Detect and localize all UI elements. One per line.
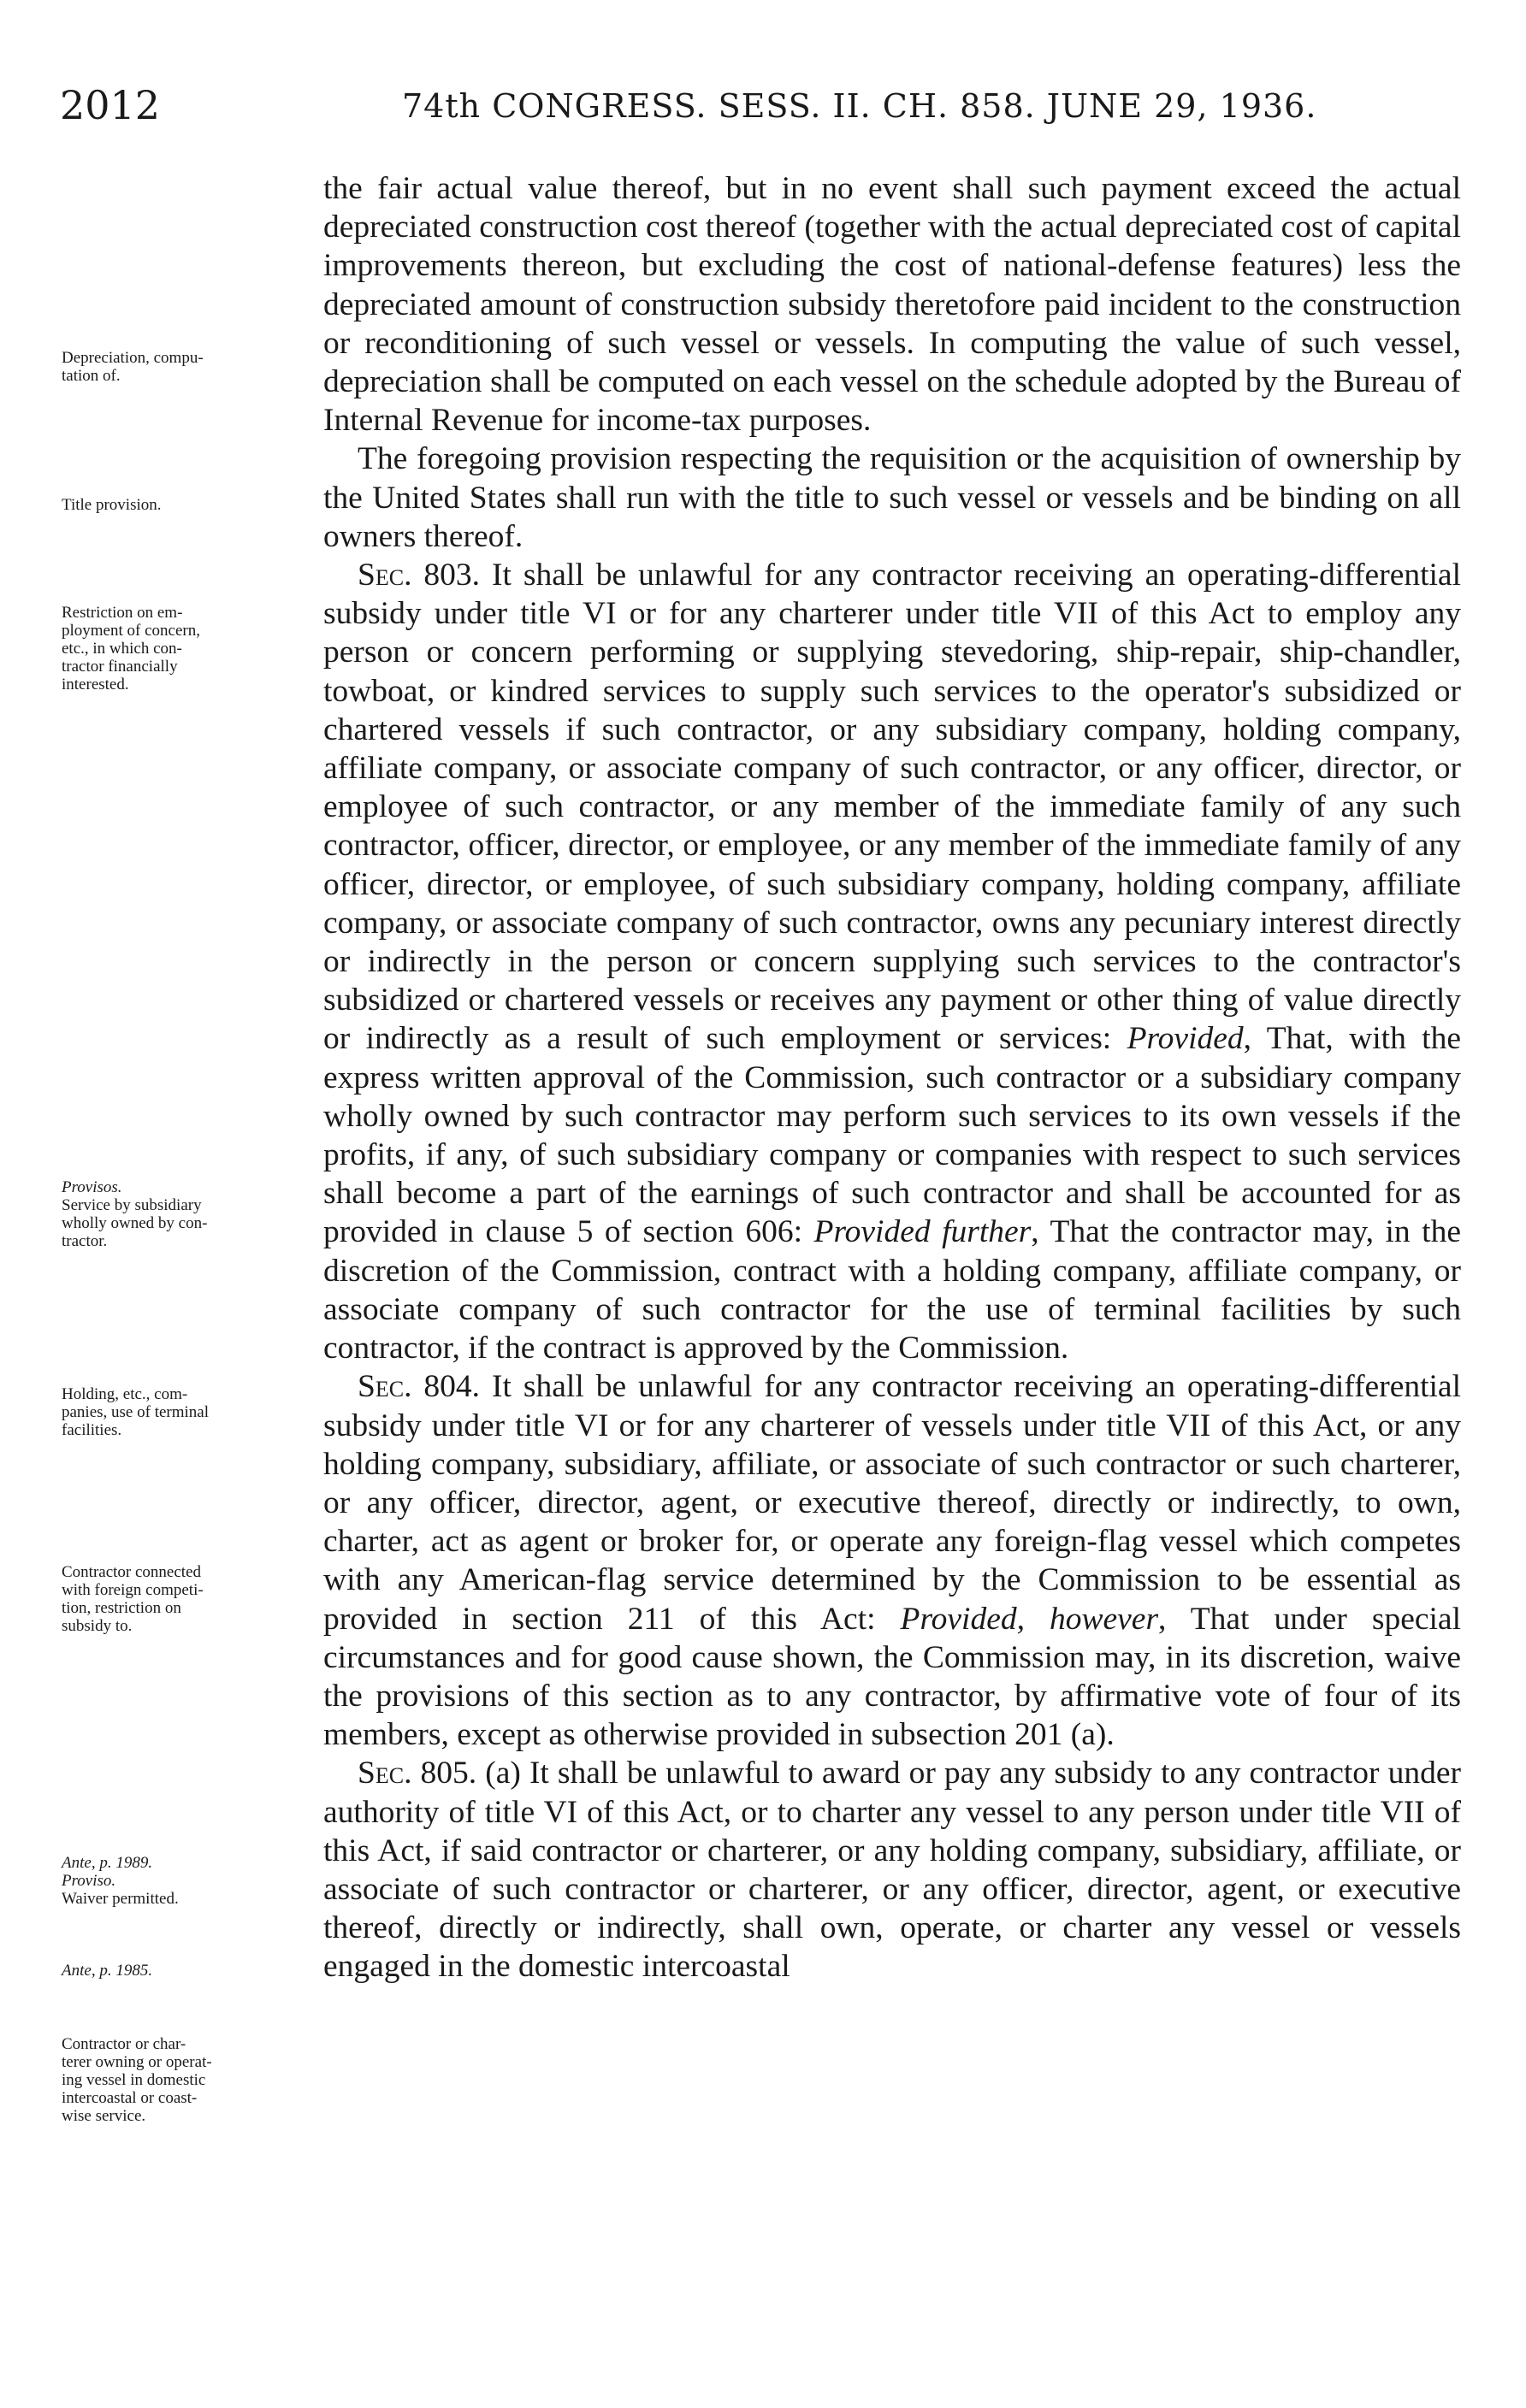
section-text: , That the contractor may, in the discretion of the Commission, contract with a holding company, affiliate company, or associate company of such contractor for the use of terminal facilities by such contractor, if the contract is approved by the Commission. xyxy=(323,1214,1461,1366)
paragraph-title-provision: The foregoing provision respecting the requisition or the acquisition of ownership by the United States shall run with the title to such vessel or vessels and be binding on all owners thereof. xyxy=(323,441,1461,554)
margin-note-heading: Provisos. xyxy=(62,1178,122,1196)
margin-note-line: Contractor or char- xyxy=(62,2035,186,2053)
proviso-term: Provided, however xyxy=(900,1601,1159,1637)
proviso-term: Provided xyxy=(1127,1021,1244,1057)
paragraph-depreciation: the fair actual value thereof, but in no event shall such payment exceed the actual depreciated construction cost thereof (together with the actual depreciated cost of capital improvements thereon, but excluding the cost of national-defense features) less the depreciated amount of construction subsidy theretofore paid incident to the construction or reconditioning of such vessel or vessels. In computing the value of such vessel, depreciation shall be computed on each vessel on the schedule adopted by the Bureau of Internal Revenue for income-tax purposes. xyxy=(323,171,1461,439)
margin-note-ref: Ante, p. 1985. xyxy=(62,1962,153,1980)
page-number: 2012 xyxy=(60,82,161,128)
section-label: Sec. 803. xyxy=(358,558,481,593)
margin-note-contractor-charterer xyxy=(62,2035,310,2125)
margin-note-line: facilities. xyxy=(62,1421,122,1439)
margin-note-line: tractor. xyxy=(62,1232,108,1250)
margin-note-line: terer owning or operat- xyxy=(62,2053,212,2071)
margin-note-line: Service by subsidiary xyxy=(62,1196,202,1214)
margin-note-line: wise service. xyxy=(62,2107,146,2125)
margin-note-ref: Ante, p. 1989. xyxy=(62,1854,153,1872)
section-text: It shall be unlawful for any contractor receiving an operating-differential subsidy under title VI or for any charterer of vessels under title VII of this Act, or any holding company, subsidiary, affiliate, or associate of such contractor or such charterer, or any officer, director, agent, or executive thereof, directly or indirectly, to own, charter, act as agent or broker for, or operate any foreign-flag vessel which competes with any American-flag service determined by the Commission to be essential as provided in section 211 of this Act: xyxy=(323,1369,1461,1637)
proviso-term: Provided further xyxy=(813,1214,1032,1250)
margin-note-line: Title provision. xyxy=(62,496,162,514)
section-label: Sec. 804. xyxy=(358,1369,481,1405)
margin-note-title-provision xyxy=(62,496,310,514)
congress-number: 74th xyxy=(402,87,482,125)
margin-note-ante-1989 xyxy=(62,1854,310,1908)
margin-note-line: tion, restriction on xyxy=(62,1599,181,1617)
section-text: , That under special circumstances and for good cause shown, the Commission may, in its discretion, waive the provisions of this section as to any contractor, by affirmative vote of four of its members, except as otherwise provided in subsection 201 (a). xyxy=(323,1601,1461,1753)
margin-note-line: panies, use of terminal xyxy=(62,1403,210,1421)
margin-note-line: etc., in which con- xyxy=(62,640,182,658)
margin-note-line: tation of. xyxy=(62,367,121,385)
running-head xyxy=(402,87,1316,125)
section-803 xyxy=(323,556,1461,1367)
section-label: Sec. 805. xyxy=(358,1756,477,1791)
margin-note-heading: Proviso. xyxy=(62,1872,116,1890)
margin-note-restriction xyxy=(62,604,310,693)
margin-note-line: Contractor connected xyxy=(62,1563,202,1581)
margin-note-depreciation xyxy=(62,349,310,385)
margin-note-line: ployment of concern, xyxy=(62,622,200,640)
section-805 xyxy=(323,1754,1461,1986)
margin-note-line: tractor financially xyxy=(62,658,178,676)
margin-note-line: interested. xyxy=(62,676,129,693)
margin-note-line: intercoastal or coast- xyxy=(62,2089,198,2107)
margin-note-contractor-connected xyxy=(62,1563,310,1635)
margin-note-ante-1985 xyxy=(62,1962,310,1980)
margin-note-line: ing vessel in domestic xyxy=(62,2071,206,2089)
section-text: (a) It shall be unlawful to award or pay any subsidy to any contractor under authority of title VI of this Act, or to charter any vessel to any person under title VII of this Act, if said contractor or charterer, or any holding company, subsidiary, affiliate, or associate of such contractor or charterer, or any officer, director, agent, or executive thereof, directly or indirectly, shall own, operate, or charter any vessel or vessels engaged in the domestic intercoastal xyxy=(323,1756,1461,1985)
margin-note-line: Waiver permitted. xyxy=(62,1890,179,1908)
section-804 xyxy=(323,1367,1461,1754)
section-text: , That, with the express written approval of the Commission, such contractor or a subsidiary company wholly owned by such contractor may perform such services to its own vessels if the profits, if any, of such subsidiary company or companies with respect to such services shall become a part of the earnings of such contractor and shall be accounted for as provided in clause 5 of section 606: xyxy=(323,1021,1461,1250)
margin-note-line: wholly owned by con- xyxy=(62,1214,208,1232)
margin-note-line: Restriction on em- xyxy=(62,604,183,622)
margin-note-provisos xyxy=(62,1178,310,1250)
margin-note-line: with foreign competi- xyxy=(62,1581,204,1599)
running-head-text: CONGRESS. SESS. II. CH. 858. JUNE 29, 1936. xyxy=(492,87,1317,125)
margin-note-line: subsidy to. xyxy=(62,1617,133,1635)
section-text: It shall be unlawful for any contractor receiving an operating-differential subsidy under title VI or for any charterer under title VII of this Act to employ any person or concern performing or supplying stevedoring, ship-repair, ship-chandler, towboat, or kindred services to supply such services to the operator's subsidized or chartered vessels if such contractor, or any subsidiary company, holding company, affiliate company, or associate company of such contractor, or any officer, director, or employee of such contractor, or any member of the immediate family of any such contractor, officer, director, or employee, or any member of the immediate family of any officer, director, or employee, of such subsidiary company, holding company, affiliate company, or associate company of such contractor, owns any pecuniary interest directly or indirectly in the person or concern supplying such services to the contractor's subsidized or chartered vessels or receives any payment or other thing of value directly or indirectly as a result of such employment or services: xyxy=(323,558,1461,1057)
page-header xyxy=(60,82,1449,133)
margin-note-line: Depreciation, compu- xyxy=(62,349,204,367)
statute-body xyxy=(323,169,1461,1986)
margin-note-holding xyxy=(62,1385,310,1439)
margin-note-line: Holding, etc., com- xyxy=(62,1385,188,1403)
